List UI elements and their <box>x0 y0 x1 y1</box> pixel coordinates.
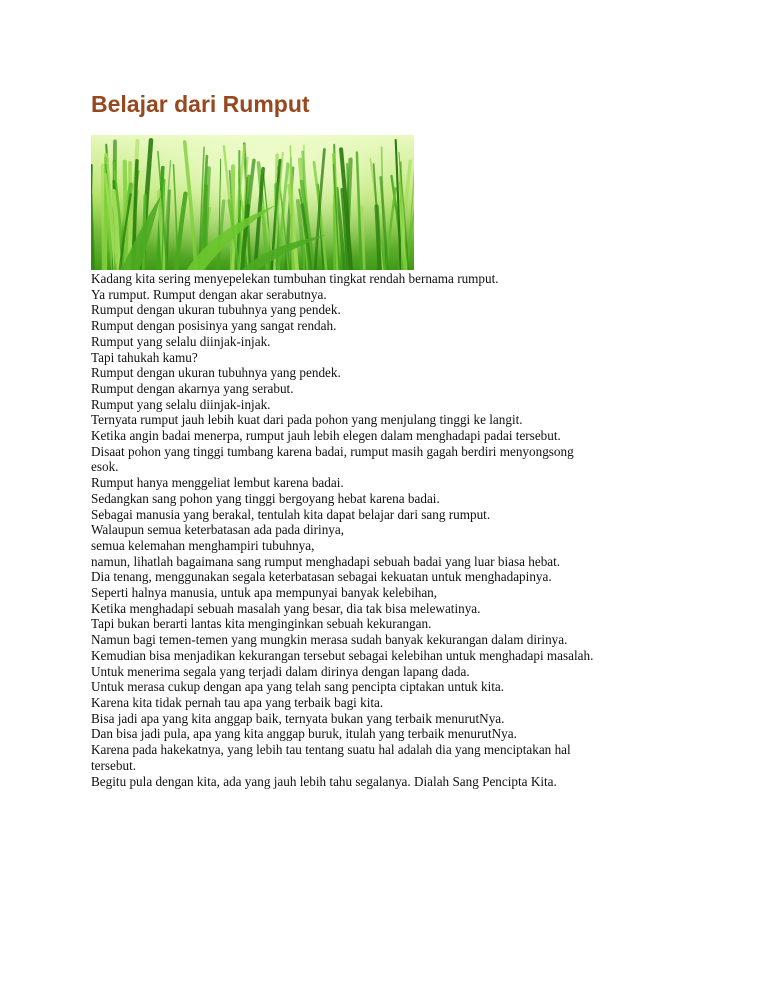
paragraph-line: Ketika angin badai menerpa, rumput jauh lebih elegen dalam menghadapi padai tersebut. <box>91 428 561 444</box>
paragraph-line: Begitu pula dengan kita, ada yang jauh lebih tahu segalanya. Dialah Sang Pencipta Kita. <box>91 773 557 789</box>
paragraph-line: tersebut. <box>91 757 137 773</box>
paragraph-line: Rumput dengan akarnya yang serabut. <box>91 380 294 396</box>
paragraph-line: Tapi tahukah kamu? <box>91 349 198 365</box>
paragraph-line: Kemudian bisa menjadikan kekurangan tersebut sebagai kelebihan untuk menghadapi masalah. <box>91 647 594 663</box>
paragraph-line: Disaat pohon yang tinggi tumbang karena badai, rumput masih gagah berdiri menyongsong <box>91 443 574 459</box>
paragraph-line: Bisa jadi apa yang kita anggap baik, ternyata bukan yang terbaik menurutNya. <box>91 710 505 726</box>
paragraph-line: Walaupun semua keterbatasan ada pada dirinya, <box>91 522 345 538</box>
paragraph-line: Rumput dengan ukuran tubuhnya yang pendek. <box>91 365 341 381</box>
paragraph-line: Ya rumput. Rumput dengan akar serabutnya. <box>91 286 327 302</box>
paragraph-line: Rumput hanya menggeliat lembut karena badai. <box>91 475 344 491</box>
paragraph-line: Rumput dengan posisinya yang sangat rendah. <box>91 318 337 334</box>
paragraph-line: Ternyata rumput jauh lebih kuat dari pada pohon yang menjulang tinggi ke langit. <box>91 412 523 428</box>
paragraph-line: semua kelemahan menghampiri tubuhnya, <box>91 537 315 553</box>
paragraph-line: Namun bagi temen-temen yang mungkin merasa sudah banyak kekurangan dalam dirinya. <box>91 632 568 648</box>
paragraph-line: Rumput yang selalu diinjak-injak. <box>91 396 271 412</box>
grass-photo <box>91 135 414 270</box>
paragraph-line: Sedangkan sang pohon yang tinggi bergoyang hebat karena badai. <box>91 490 440 506</box>
paragraph-line: Tapi bukan berarti lantas kita menginginkan sebuah kekurangan. <box>91 616 432 632</box>
paragraph-line: namun, lihatlah bagaimana sang rumput menghadapi sebuah badai yang luar biasa hebat. <box>91 553 561 569</box>
grass-image-icon <box>91 135 414 270</box>
paragraph-line: Dan bisa jadi pula, apa yang kita anggap buruk, itulah yang terbaik menurutNya. <box>91 726 517 742</box>
page-title: Belajar dari Rumput <box>91 91 310 117</box>
paragraph-line: Rumput yang selalu diinjak-injak. <box>91 333 271 349</box>
paragraph-line: Dia tenang, menggunakan segala keterbatasan sebagai kekuatan untuk menghadapinya. <box>91 569 552 585</box>
paragraph-line: Ketika menghadapi sebuah masalah yang besar, dia tak bisa melewatinya. <box>91 600 481 616</box>
paragraph-line: Untuk menerima segala yang terjadi dalam dirinya dengan lapang dada. <box>91 663 470 679</box>
paragraph-line: esok. <box>91 459 119 475</box>
paragraph-line: Rumput dengan ukuran tubuhnya yang pendek. <box>91 302 341 318</box>
paragraph-line: Karena kita tidak pernah tau apa yang terbaik bagi kita. <box>91 694 384 710</box>
paragraph-line: Untuk merasa cukup dengan apa yang telah sang pencipta ciptakan untuk kita. <box>91 679 505 695</box>
paragraph-line: Seperti halnya manusia, untuk apa mempunyai banyak kelebihan, <box>91 585 438 601</box>
paragraph-line: Sebagai manusia yang berakal, tentulah kita dapat belajar dari sang rumput. <box>91 506 491 522</box>
paragraph-line: Karena pada hakekatnya, yang lebih tau tentang suatu hal adalah dia yang menciptakan hal <box>91 742 571 758</box>
paragraph-line: Kadang kita sering menyepelekan tumbuhan tingkat rendah bernama rumput. <box>91 271 499 286</box>
article-body <box>91 271 691 789</box>
